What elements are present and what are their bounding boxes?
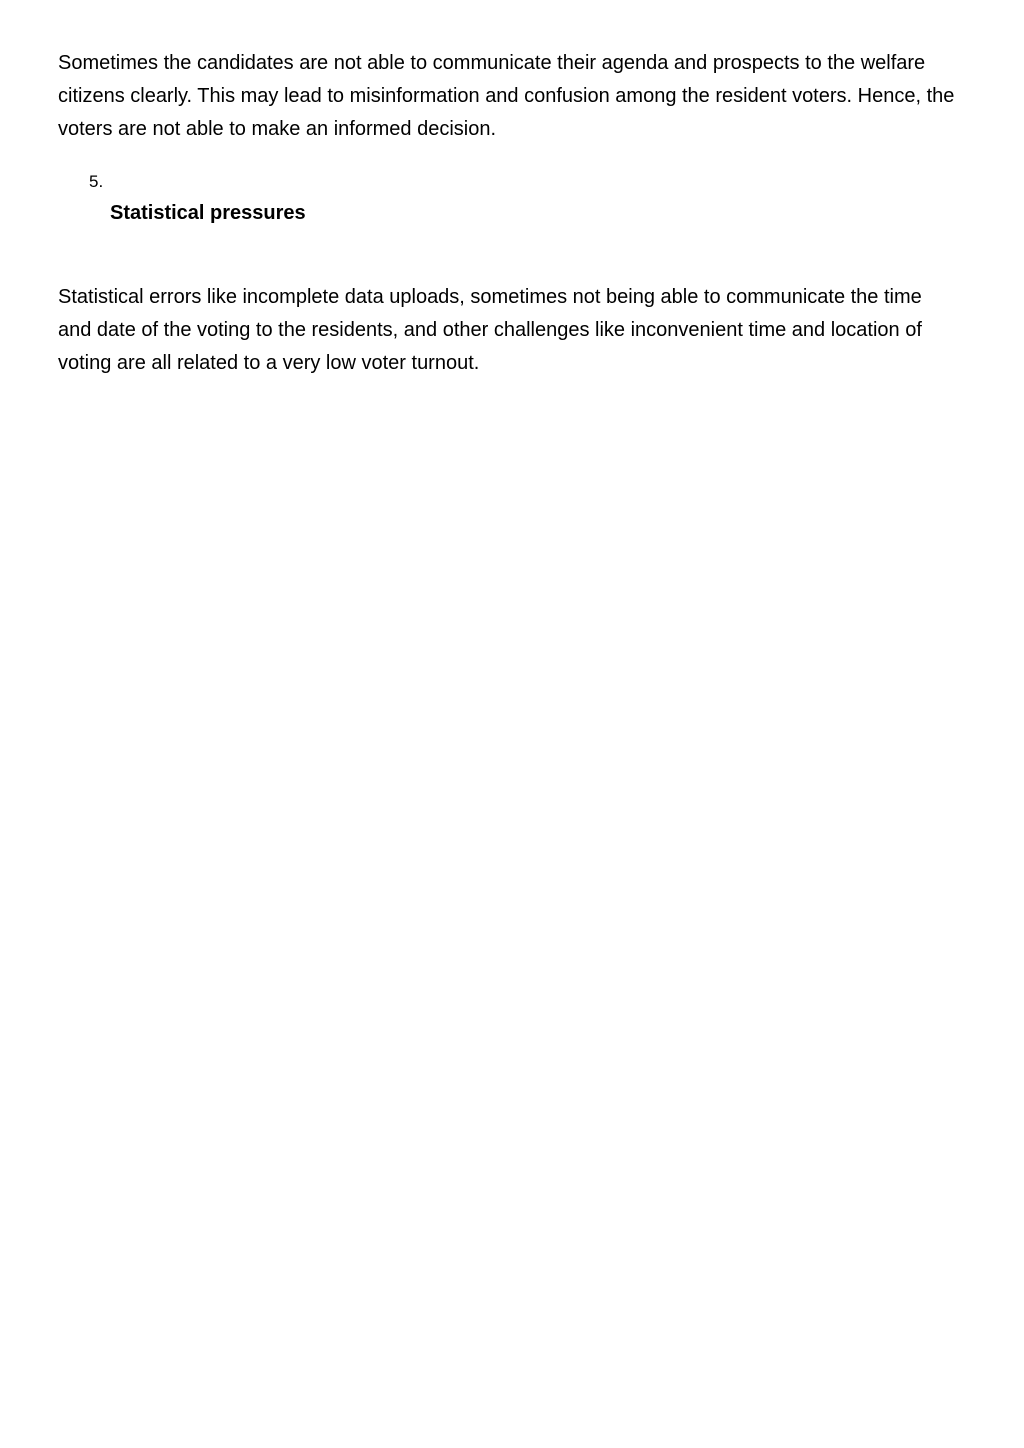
section-heading-statistical-pressures: Statistical pressures <box>110 202 306 224</box>
body-paragraph-candidates: Sometimes the candidates are not able to communicate their agenda and prospects to the welfare citizens clearly. This may lead to misinformation and confusion among the resident voters. Hence, the voters are not able to make an informed decision. <box>58 52 955 140</box>
list-item-number: 5. <box>89 172 104 191</box>
body-paragraph-statistical-errors: Statistical errors like incomplete data uploads, sometimes not being able to communicate the time and date of the voting to the residents, and other challenges like inconvenient time and location of voting are all related to a very low voter turnout. <box>58 286 922 374</box>
